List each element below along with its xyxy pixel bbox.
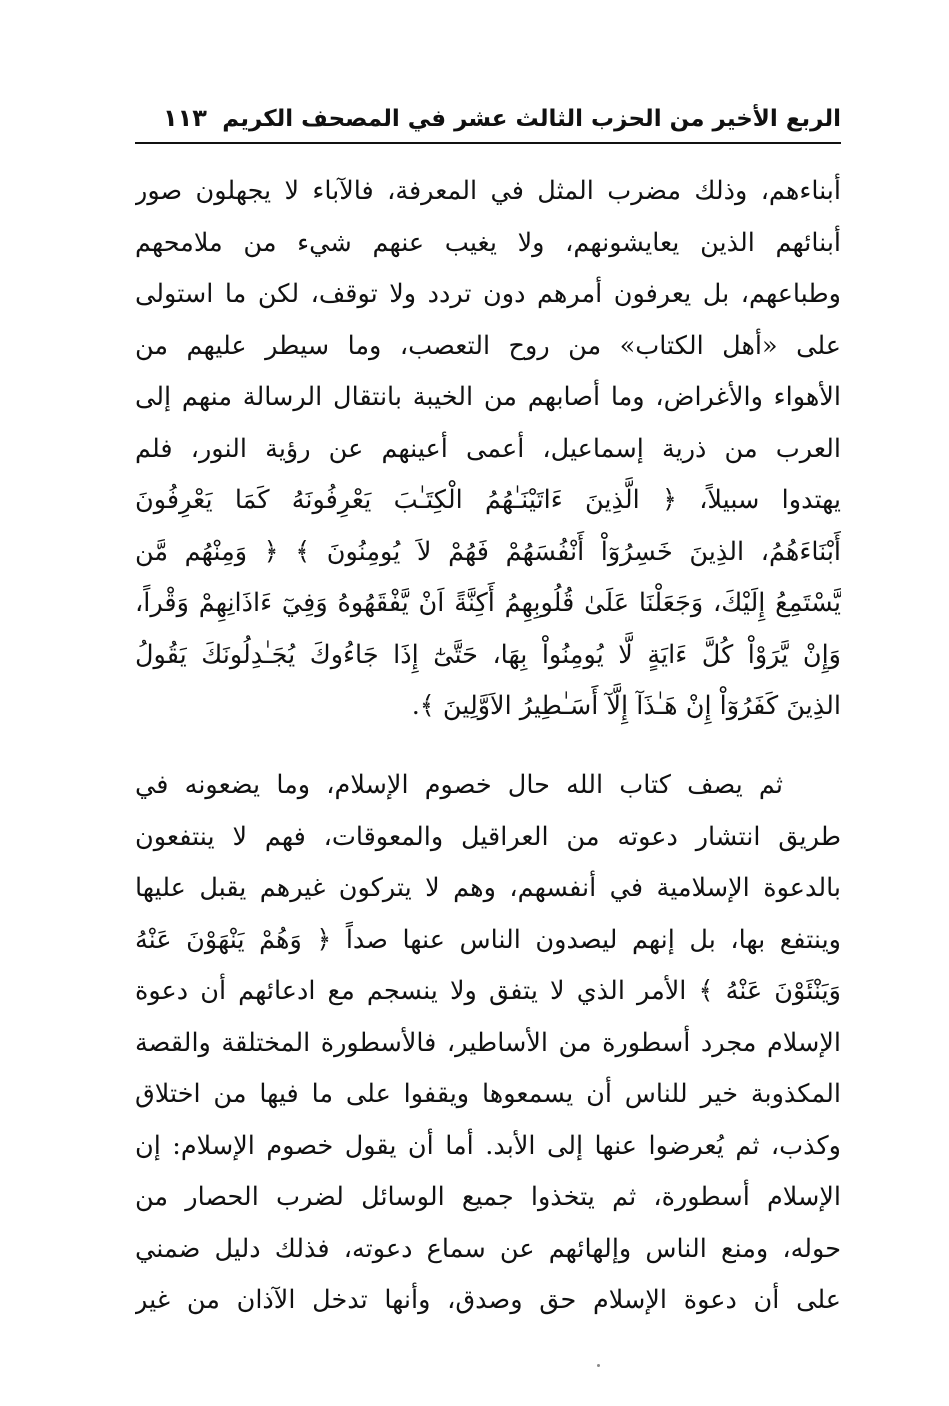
text-line: على «أهل الكتاب» من روح التعصب، وما سيطر عليهم من — [135, 330, 841, 361]
text-line: حوله، ومنع الناس وإلهائهم عن سماع دعوته، فذلك دليل ضمني — [135, 1233, 841, 1264]
quran-verse-line: يَّسْتَمِعُ إِلَيْكَ، وَجَعَلْنَا عَلَىٰ قُلُوبِهِمُ أَكِنَّةً اَنْ يَّفْقَهُوهُ وَفِيٓ ءَاذَانِهِمْ وَقْراً، — [135, 588, 841, 618]
text-line: الإسلام أسطورة، ثم يتخذوا جميع الوسائل لضرب الحصار من — [135, 1182, 841, 1212]
text-line: أبنائهم الذين يعايشونهم، ولا يغيب عنهم شيء من ملامحهم — [135, 227, 841, 258]
text-line: على أن دعوة الإسلام حق وصدق، وأنها تدخل الآذان من غير — [135, 1285, 841, 1315]
text-line: ثم يصف كتاب الله حال خصوم الإسلام، وما يضعونه في — [135, 770, 783, 800]
text-line: الإسلام مجرد أسطورة من الأساطير، فالأسطورة المختلقة والقصة — [135, 1027, 841, 1058]
text-line: الأهواء والأغراض، وما أصابهم من الخيبة بانتقال الرسالة منهم إلى — [135, 382, 841, 412]
text-line: وينتفع بها، بل إنهم ليصدون الناس عنها صداً ﴿ وَهُمْ يَنْهَوْنَ عَنْهُ — [135, 924, 841, 955]
page-number: ١١٣ — [163, 104, 207, 132]
text-line: وطباعهم، بل يعرفون أمرهم دون تردد ولا توقف، لكن ما استولى — [135, 279, 841, 309]
running-header — [135, 100, 841, 144]
quran-verse-line: الذِينَ كَفَرُوٓاْ إِنْ هَـٰذَآ إِلَّآ أَسَـٰطِيرُ الاَوَّلِينَ ﴾. — [411, 691, 841, 721]
paragraph-1 — [135, 166, 841, 733]
paragraph-2 — [135, 760, 841, 1327]
text-line: طريق انتشار دعوته من العراقيل والمعوقات، فهم لا ينتفعون — [135, 821, 841, 852]
text-line: وَيَنْئَوْنَ عَنْهُ ﴾ الأمر الذي لا يتفق ولا ينسجم مع ادعائهم أن دعوة — [135, 976, 841, 1006]
text-line: بالدعوة الإسلامية في أنفسهم، وهم لا يتركون غيرهم يقبل عليها — [135, 873, 841, 903]
text-line: العرب من ذرية إسماعيل، أعمى أعينهم عن رؤية النور، فلم — [135, 433, 841, 464]
quran-verse-line: يهتدوا سبيلاً، ﴿ الَّذِينَ ءَاتَيْنَـٰهُمُ الْكِتَـٰبَ يَعْرِفُونَهُ كَمَا يَعْرِفُونَ — [135, 485, 841, 515]
header-title: الربع الأخير من الحزب الثالث عشر في المصحف الكريم — [222, 106, 841, 132]
quran-verse-line: أَبْنَاءَهُمُ، الذِينَ خَسِرُوٓاْ أَنْفُسَهُمْ فَهُمْ لاَ يُومِنُونَ ﴾ ﴿ وَمِنْهُم مَّن — [135, 536, 841, 567]
text-line: المكذوبة خير للناس أن يسمعوها ويقفوا على ما فيها من اختلاق — [135, 1079, 841, 1109]
scan-speck — [597, 1364, 600, 1367]
quran-verse-line: وَإِنْ يَّرَوْاْ كُلَّ ءَايَةٍ لَّا يُومِنُواْ بِهَا، حَتَّىٰٓ إِذَا جَاءُوكَ يُجَـٰدِلُونَكَ يَقُولُ — [135, 639, 841, 670]
text-line: أبناءهم، وذلك مضرب المثل في المعرفة، فالآباء لا يجهلون صور — [135, 176, 841, 206]
text-line: وكذب، ثم يُعرضوا عنها إلى الأبد. أما أن يقول خصوم الإسلام: إن — [135, 1130, 841, 1161]
